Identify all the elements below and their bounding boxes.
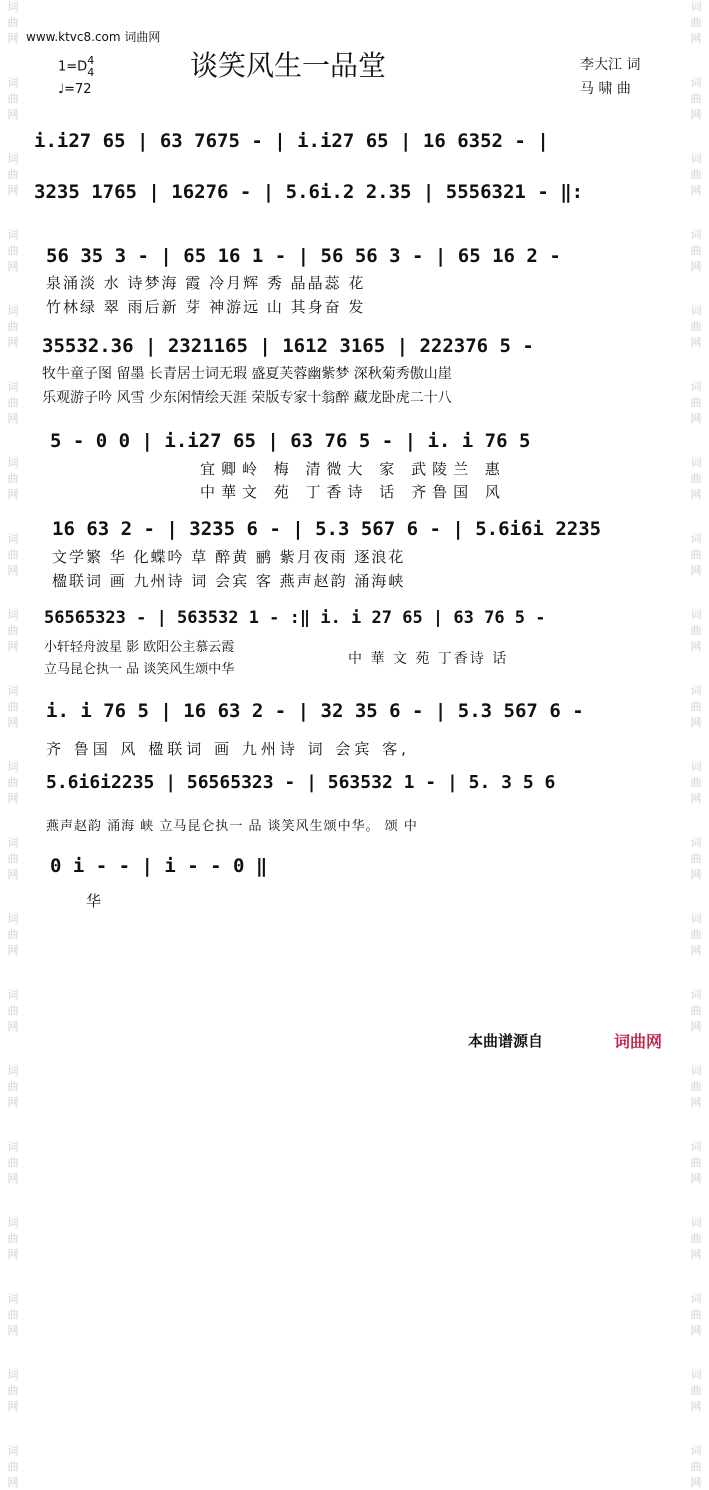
watermark-glyph: 词	[690, 1216, 702, 1229]
lyric-row-7b: 立马昆仑执一 品 谈笑风生颂中华	[44, 662, 235, 677]
watermark-glyph: 词	[690, 304, 702, 317]
watermark-left	[0, 0, 26, 1489]
watermark-glyph: 曲	[690, 1004, 702, 1017]
watermark-glyph: 曲	[7, 700, 19, 713]
watermark-glyph: 曲	[7, 1080, 19, 1093]
lyric-row-6b: 楹联词 画 九州诗 词 会宾 客 燕声赵韵 涌海峡	[52, 572, 406, 590]
composer-credit: 马 啸 曲	[580, 81, 631, 97]
quarter-note-icon: ♩	[58, 82, 65, 97]
watermark-glyph: 词	[690, 456, 702, 469]
watermark-glyph: 网	[690, 108, 702, 121]
watermark-glyph: 网	[7, 336, 19, 349]
footer-source-text: 本曲谱源自	[468, 1032, 544, 1050]
watermark-glyph: 词	[7, 228, 19, 241]
watermark-glyph: 网	[690, 1400, 702, 1413]
lyric-row-9a: 燕声赵韵 涌海 峡 立马昆仑执一 品 谈笑风生颂中华。 颂 中	[46, 819, 418, 834]
lyric-row-5b: 中華文 苑 丁香诗 话 齐鲁国 风	[200, 483, 506, 501]
watermark-glyph: 曲	[7, 1384, 19, 1397]
watermark-glyph: 曲	[7, 776, 19, 789]
watermark-glyph: 曲	[690, 396, 702, 409]
watermark-glyph: 词	[7, 988, 19, 1001]
key-signature: 1=D 4 4	[58, 54, 95, 79]
watermark-glyph: 词	[7, 1064, 19, 1077]
watermark-glyph: 曲	[690, 548, 702, 561]
watermark-glyph: 曲	[690, 16, 702, 29]
watermark-glyph: 曲	[690, 1080, 702, 1093]
watermark-glyph: 词	[690, 1292, 702, 1305]
watermark-glyph: 网	[7, 108, 19, 121]
lyric-row-4a: 牧牛童子图 留墨 长青居士词无瑕 盛夏芙蓉幽紫梦 深秋菊秀傲山崖	[42, 366, 452, 382]
watermark-glyph: 曲	[690, 624, 702, 637]
watermark-glyph: 网	[7, 792, 19, 805]
watermark-glyph: 曲	[690, 1156, 702, 1169]
watermark-glyph: 网	[7, 1096, 19, 1109]
watermark-glyph: 曲	[690, 168, 702, 181]
watermark-glyph: 词	[7, 1368, 19, 1381]
watermark-glyph: 曲	[7, 16, 19, 29]
watermark-glyph: 词	[690, 1064, 702, 1077]
watermark-glyph: 曲	[690, 852, 702, 865]
watermark-glyph: 词	[7, 608, 19, 621]
lyric-row-4b: 乐观游子吟 风雪 少东闲情绘天涯 荣版专家十翁醉 藏龙卧虎二十八	[42, 390, 452, 406]
score-row-10: 0 i - - | i - - 0 ‖	[50, 855, 268, 877]
watermark-glyph: 网	[7, 716, 19, 729]
score-row-3: 56 35 3 - | 65 16 1 - | 56 56 3 - | 65 16 2 -	[46, 245, 561, 267]
watermark-glyph: 词	[7, 532, 19, 545]
lyric-row-3a: 泉涌淡 水 诗梦海 霞 冷月辉 秀 晶晶蕊 花	[46, 274, 366, 292]
watermark-glyph: 网	[690, 944, 702, 957]
watermark-glyph: 网	[690, 1248, 702, 1261]
watermark-glyph: 曲	[7, 396, 19, 409]
watermark-glyph: 词	[7, 912, 19, 925]
watermark-glyph: 曲	[690, 1308, 702, 1321]
watermark-glyph: 词	[7, 1444, 19, 1457]
watermark-glyph: 词	[690, 152, 702, 165]
watermark-glyph: 网	[690, 868, 702, 881]
watermark-glyph: 曲	[7, 472, 19, 485]
watermark-glyph: 曲	[7, 1308, 19, 1321]
watermark-glyph: 曲	[7, 320, 19, 333]
watermark-glyph: 词	[690, 532, 702, 545]
watermark-glyph: 词	[7, 760, 19, 773]
watermark-glyph: 曲	[7, 168, 19, 181]
watermark-glyph: 网	[7, 1476, 19, 1489]
watermark-glyph: 网	[7, 412, 19, 425]
watermark-glyph: 曲	[7, 1460, 19, 1473]
watermark-glyph: 曲	[7, 928, 19, 941]
watermark-glyph: 曲	[690, 1384, 702, 1397]
watermark-glyph: 网	[690, 260, 702, 273]
watermark-glyph: 网	[690, 336, 702, 349]
watermark-glyph: 词	[7, 0, 19, 13]
watermark-glyph: 网	[7, 32, 19, 45]
watermark-glyph: 词	[690, 76, 702, 89]
song-title: 谈笑风生一品堂	[190, 49, 387, 82]
watermark-glyph: 网	[7, 488, 19, 501]
watermark-glyph: 曲	[690, 92, 702, 105]
watermark-glyph: 网	[7, 260, 19, 273]
watermark-glyph: 网	[690, 640, 702, 653]
watermark-glyph: 曲	[690, 1460, 702, 1473]
watermark-glyph: 曲	[690, 472, 702, 485]
watermark-glyph: 词	[690, 228, 702, 241]
score-row-2: 3235 1765 | 16276 - | 5.6i.2 2.35 | 5556321 - ‖:	[34, 181, 584, 203]
watermark-glyph: 词	[690, 1368, 702, 1381]
lyric-row-5a: 宜卿岭 梅 清微大 家 武陵兰 惠	[200, 460, 506, 478]
watermark-glyph: 曲	[7, 92, 19, 105]
watermark-glyph: 曲	[690, 1232, 702, 1245]
watermark-right	[683, 0, 709, 1489]
watermark-glyph: 网	[690, 1096, 702, 1109]
watermark-glyph: 网	[690, 1324, 702, 1337]
watermark-glyph: 词	[690, 988, 702, 1001]
watermark-glyph: 网	[7, 944, 19, 957]
watermark-glyph: 词	[690, 1444, 702, 1457]
lyric-row-7c: 中 華 文 苑 丁香诗 话	[348, 651, 509, 667]
watermark-glyph: 词	[7, 456, 19, 469]
watermark-glyph: 网	[690, 564, 702, 577]
watermark-glyph: 词	[7, 304, 19, 317]
watermark-glyph: 网	[690, 1020, 702, 1033]
watermark-glyph: 网	[7, 1020, 19, 1033]
score-row-5: 5 - 0 0 | i.i27 65 | 63 76 5 - | i. i 76 5	[50, 430, 531, 452]
watermark-glyph: 词	[7, 1292, 19, 1305]
watermark-glyph: 词	[690, 380, 702, 393]
watermark-glyph: 曲	[7, 1156, 19, 1169]
watermark-glyph: 曲	[690, 244, 702, 257]
watermark-glyph: 网	[7, 1248, 19, 1261]
watermark-glyph: 曲	[7, 1004, 19, 1017]
score-row-6: 16 63 2 - | 3235 6 - | 5.3 567 6 - | 5.6i6i 2235	[52, 518, 602, 540]
watermark-glyph: 词	[690, 912, 702, 925]
score-row-7: 56565323 - | 563532 1 - :‖ i. i 27 65 | 63 76 5 -	[44, 608, 546, 628]
watermark-glyph: 词	[690, 1140, 702, 1153]
score-row-8: i. i 76 5 | 16 63 2 - | 32 35 6 - | 5.3 567 6 -	[46, 700, 584, 722]
watermark-glyph: 网	[690, 184, 702, 197]
watermark-glyph: 曲	[7, 624, 19, 637]
watermark-glyph: 词	[7, 1216, 19, 1229]
watermark-glyph: 词	[690, 836, 702, 849]
watermark-glyph: 网	[690, 792, 702, 805]
watermark-glyph: 词	[7, 1140, 19, 1153]
watermark-glyph: 网	[690, 716, 702, 729]
watermark-glyph: 网	[7, 184, 19, 197]
score-row-9: 5.6i6i2235 | 56565323 - | 563532 1 - | 5. 3 5 6	[46, 772, 556, 793]
watermark-glyph: 曲	[7, 1232, 19, 1245]
lyric-row-10a: 华	[86, 892, 104, 910]
watermark-glyph: 曲	[690, 700, 702, 713]
watermark-glyph: 网	[690, 488, 702, 501]
watermark-glyph: 曲	[690, 320, 702, 333]
watermark-glyph: 网	[690, 1476, 702, 1489]
watermark-glyph: 曲	[7, 852, 19, 865]
watermark-glyph: 网	[7, 564, 19, 577]
watermark-glyph: 网	[7, 868, 19, 881]
site-label: www.ktvc8.com 词曲网	[26, 30, 161, 44]
lyric-row-3b: 竹林绿 翠 雨后新 芽 神游远 山 其身奋 发	[46, 298, 366, 316]
lyric-row-7a: 小轩轻舟波星 影 欧阳公主慕云霞	[44, 640, 235, 655]
footer-brand-link[interactable]: 词曲网	[614, 1032, 663, 1051]
watermark-glyph: 词	[690, 608, 702, 621]
watermark-glyph: 曲	[7, 548, 19, 561]
score-row-4: 35532.36 | 2321165 | 1612 3165 | 222376 5 -	[42, 335, 534, 357]
watermark-glyph: 词	[690, 760, 702, 773]
watermark-glyph: 词	[690, 684, 702, 697]
watermark-glyph: 曲	[690, 928, 702, 941]
watermark-glyph: 词	[7, 76, 19, 89]
watermark-glyph: 词	[7, 152, 19, 165]
watermark-glyph: 词	[7, 380, 19, 393]
lyric-row-8a: 齐 鲁国 风 楹联词 画 九州诗 词 会宾 客,	[46, 740, 410, 758]
tempo-marking: ♩=72	[58, 82, 92, 97]
watermark-glyph: 词	[7, 684, 19, 697]
watermark-glyph: 曲	[690, 776, 702, 789]
lyric-row-6a: 文学繁 华 化蝶吟 草 醉黄 鹂 紫月夜雨 逐浪花	[52, 548, 406, 566]
watermark-glyph: 网	[7, 1400, 19, 1413]
watermark-glyph: 网	[7, 640, 19, 653]
watermark-glyph: 网	[7, 1172, 19, 1185]
watermark-glyph: 网	[690, 412, 702, 425]
watermark-glyph: 曲	[7, 244, 19, 257]
watermark-glyph: 网	[690, 1172, 702, 1185]
score-row-1: i.i27 65 | 63 7675 - | i.i27 65 | 16 6352 - |	[34, 130, 549, 152]
lyricist-credit: 李大江 词	[580, 57, 641, 73]
watermark-glyph: 网	[690, 32, 702, 45]
watermark-glyph: 词	[7, 836, 19, 849]
watermark-glyph: 词	[690, 0, 702, 13]
watermark-glyph: 网	[7, 1324, 19, 1337]
